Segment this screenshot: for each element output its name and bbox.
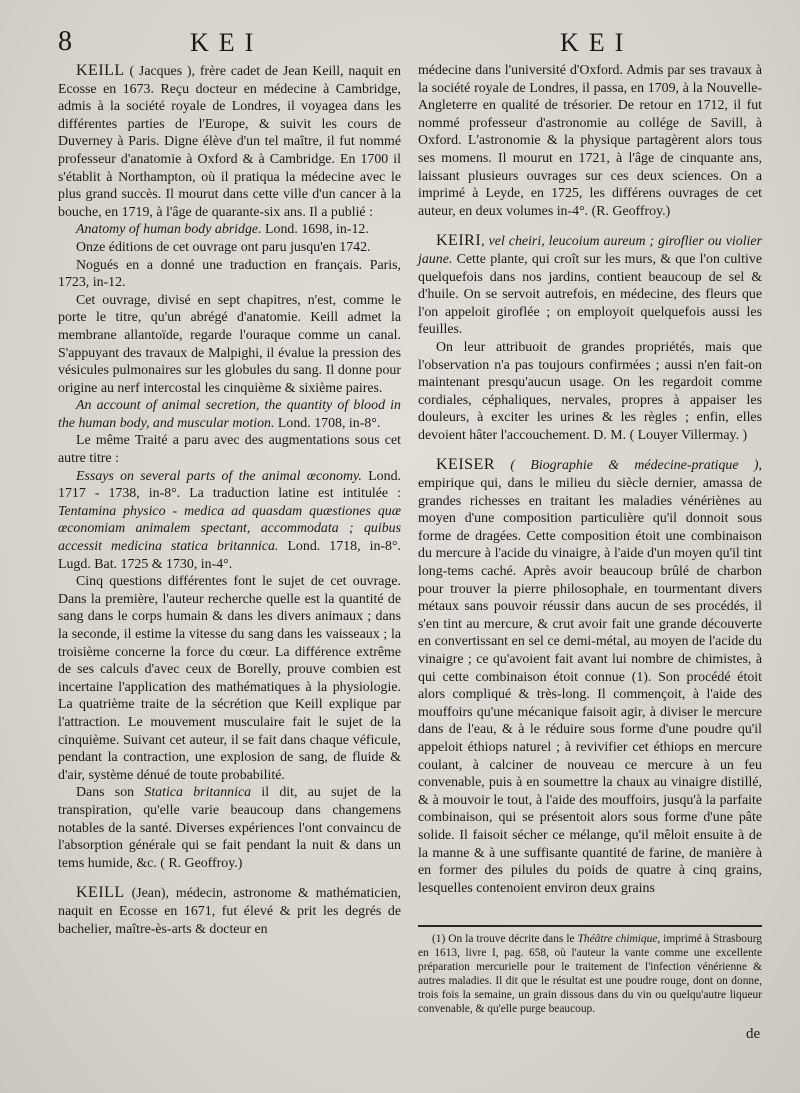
citation-essays (58, 468, 401, 574)
header-left-title: KEI (190, 28, 264, 57)
author-signature: ( R. Geoffroy.) (160, 855, 243, 871)
right-column (418, 62, 762, 897)
paragraph: Cinq questions différentes font le sujet de cet ouvrage. Dans la première, l'auteur recherche quelle est la quantité de sang dans le corps humain & dans les divers animaux ; dans la seconde, il estime la vitesse du sang dans les vaisseaux ; la troisième concerne la force du cœur. La différence extrême de ses calculs d'avec ceux de Borelly, prouve combien est incertaine l'application des mathématiques à la physiologie. La quatrième traite de la sécrétion que Keill explique par l'attraction. Le mouvement musculaire fait le sujet de la cinquième. Suivant cet auteur, il se fait dans chaque véficule, pendant la contraction, une explosion de sang, de fluide & d'air, système dénué de toute probabilité. (58, 574, 401, 783)
footnote (418, 932, 762, 1017)
paragraph: Le même Traité a paru avec des augmentations sous cet autre titre : (58, 433, 401, 467)
entry-text: médecine dans l'université d'Oxford. Admis par ses travaux à la société royale de Londres, il passa, en 1709, à la Nouvelle-Angleterre en qualité de trésorier. De retour en 1712, il fut nommé professeur d'astronomie au collége de Savill, à Oxford. L'astronomie & la physique partagèrent alors tous ses momens. Il mourut en 1721, à l'âge de cinquante ans, laissant plusieurs ouvrages sur ces deux sciences. On a imprimé à Leyde, en 1725, les différens ouvrages de cet auteur, en deux volumes in-4°. (418, 63, 762, 219)
text-run: il dit, au sujet de la transpiration, qu'elle varie beaucoup dans changemens notables de la santé. Diverses expériences l'ont convaincu de l'absorption générale qui se fait pendant la nuit & dans un tems humide, &c. (58, 785, 401, 871)
catchword: de (746, 1026, 761, 1042)
paragraph-statica (58, 784, 401, 872)
publication-info: Lond. 1717 - 1738, in-8°. La traduction latine est intitulée : (58, 468, 401, 502)
citation-account (58, 397, 401, 432)
entry-headword: KEILL (76, 62, 125, 79)
entry-keiser (418, 456, 762, 897)
entry-headword: KEISER (436, 456, 495, 474)
entry-text: empirique qui, dans le milieu du siècle dernier, amassa de grandes richesses en traitant les maladies vénériènes au moyen d'une composition particulière qu'il donnoit sous forme de dragées. Cette composition étoit une combinaison du mercure à l'acide du vinaigre, à l'aide d'un moyen qu'il tint long-tems caché. Après avoir beaucoup brûlé de charbon pour trouver la pierre philosophale, en tourmentant divers métaux sans pouvoir réussir dans aucun de ses procédés, il s'en tint au mercure, & crut avoir fait une grande découverte en convertissant en sel ce demi-métal, au moyen de l'acide du vinaigre ; ce qu'avoient fait avant lui nombre de chimistes, à qui cette combinaison étoit connue (1). Son procédé étoit alors compliqué & très-long. Il commençoit, à l'aide des mouffoirs qu'une mécanique faisoit agir, à diviser le mercure dans de l'eau, & à le réduire sous forme d'une poudre qu'il appeloit éthiops naturel ; à revivifier cet éthiops en mercure coulant, à calciner de nouveau ce mercure à un feu convenable, puis à en soumettre la chaux au vinaigre distillé, & à mouvoir le tout, à l'aide des mouffoirs, jusqu'à la parfaite combinaison, qui se présentoit alors sous forme d'une pâte solide. Il faisoit sécher ce mélange, qu'il mêloit ensuite à de la manne & à une suffisante quantité de farine, de manière à en former des pilules du poids de quatre à cinq grains, lesquelles contenoient environ deux grains (418, 476, 762, 896)
work-title: Essays on several parts of the animal œconomy. (76, 468, 362, 484)
text-run: Dans son (76, 785, 145, 801)
work-title: Anatomy of human body abridge. (76, 222, 262, 238)
entry-text: On leur attribuoit de grandes propriétés, mais que l'observation n'a pas toujours confirmées ; aussi n'en fait-on maintenant presqu'aucun usage. On les regardoit comme cordiales, céphaliques, nervales, propres à appaiser les douleurs, à exciter les urines & les règles ; enfin, elles devoient hâter l'accouchement. D. M. (418, 339, 762, 443)
entry-keill-jean-continued (418, 62, 762, 220)
work-title: Théâtre chimique (577, 933, 658, 945)
header-right-title: KEI (560, 28, 634, 57)
footnote-rule (418, 925, 762, 927)
entry-text: Cette plante, qui croît sur les murs, & que l'on cultive quelquefois dans nos jardins, contient beaucoup de sel & d'huile. On se servoit autrefois, en médecine, des fleurs que l'on appeloit giroflée ; on employoit quelquefois aussi les feuilles. (418, 251, 762, 338)
entry-keiri (418, 232, 762, 339)
author-signature: (R. Geoffroy.) (591, 203, 671, 219)
entry-text: (Jean), médecin, astronome & mathématicien, naquit en Ecosse en 1671, fut élevé & prit les degrés de bachelier, maître-ès-arts & docteur en (58, 886, 401, 937)
work-title: Tentamina physico - medica ad quasdam quæstiones quæ œconomiam animalem spectant, accommodata ; quibus accessit medicina statica britannica. (58, 503, 401, 555)
footnote-text (418, 932, 762, 1017)
entry-headword: KEIRI (436, 232, 482, 250)
entry-category: ( Biographie & médecine-pratique ), (495, 458, 762, 474)
paragraph: Onze éditions de cet ouvrage ont paru jusqu'en 1742. (76, 239, 371, 255)
work-title: An account of animal secretion, the quantity of blood in the human body, and muscular motion. (58, 398, 401, 431)
publication-info: Lond. 1718, in-8°. Lugd. Bat. 1725 & 1730, in-4°. (58, 539, 401, 572)
text-run: , imprimé à Strasbourg en 1613, livre I, pag. 658, où l'auteur la vante comme une excellente préparation mercurielle pour le traitement de l'infection vénérienne & autres maladies. Il dit que le résultat est une poudre rouge, dont on donne, trois fois la semaine, un grain dissous dans du vin ou quelqu'autre liqueur convenable, & qu'elle purge beaucoup. (418, 933, 762, 1016)
paragraph-keiri-uses (418, 339, 762, 445)
citation-anatomy (58, 221, 401, 239)
entry-headword: KEILL (76, 884, 125, 902)
entry-text: ( Jacques ), frère cadet de Jean Keill, naquit en Ecosse en 1673. Reçu docteur en médecine à Cambridge, admis à la société royale de Londres, il voyagea dans les différentes parties de l'Europe, & suivit les cours de Duverney à Paris. Digne élève d'un tel maître, il fut nommé professeur d'anatomie à Oxford & à Cambridge. En 1700 il s'établit à Northampton, où il pratiqua la médecine avec le plus grand succès. Il mourut dans cette ville d'un cancer à la bouche, en 1719, à l'âge de quarante-six ans. Il a publié : (58, 64, 401, 220)
entry-keill-jean (58, 884, 401, 938)
work-title: Statica britannica (144, 785, 252, 801)
publication-info: Lond. 1698, in-12. (261, 222, 369, 238)
left-column (58, 62, 401, 938)
paragraph: Cet ouvrage, divisé en sept chapitres, n'est, comme le porte le titre, qu'un abrégé d'anatomie. Keill admet la membrane allantoïde, regarde l'ouraque comme un canal. S'appuyant des travaux de Malpighi, il évalue la pression des vésicules pulmonaires sur les globules du sang. Il donne pour origine au nerf intercostal les cinquième & sixième paires. (58, 292, 401, 396)
text-run: (1) On la trouve décrite dans le (432, 933, 578, 945)
entry-synonyms: , vel cheiri, leucoium aureum ; giroflier ou violier jaune. (418, 234, 762, 267)
running-header (0, 26, 800, 60)
author-signature: ( Louyer Villermay. ) (629, 427, 748, 443)
page-number: 8 (58, 26, 72, 57)
publication-info: Lond. 1708, in-8°. (274, 415, 381, 431)
entry-keill-jacques (58, 62, 401, 221)
paragraph: Nogués en a donné une traduction en français. Paris, 1723, in-12. (58, 257, 401, 291)
